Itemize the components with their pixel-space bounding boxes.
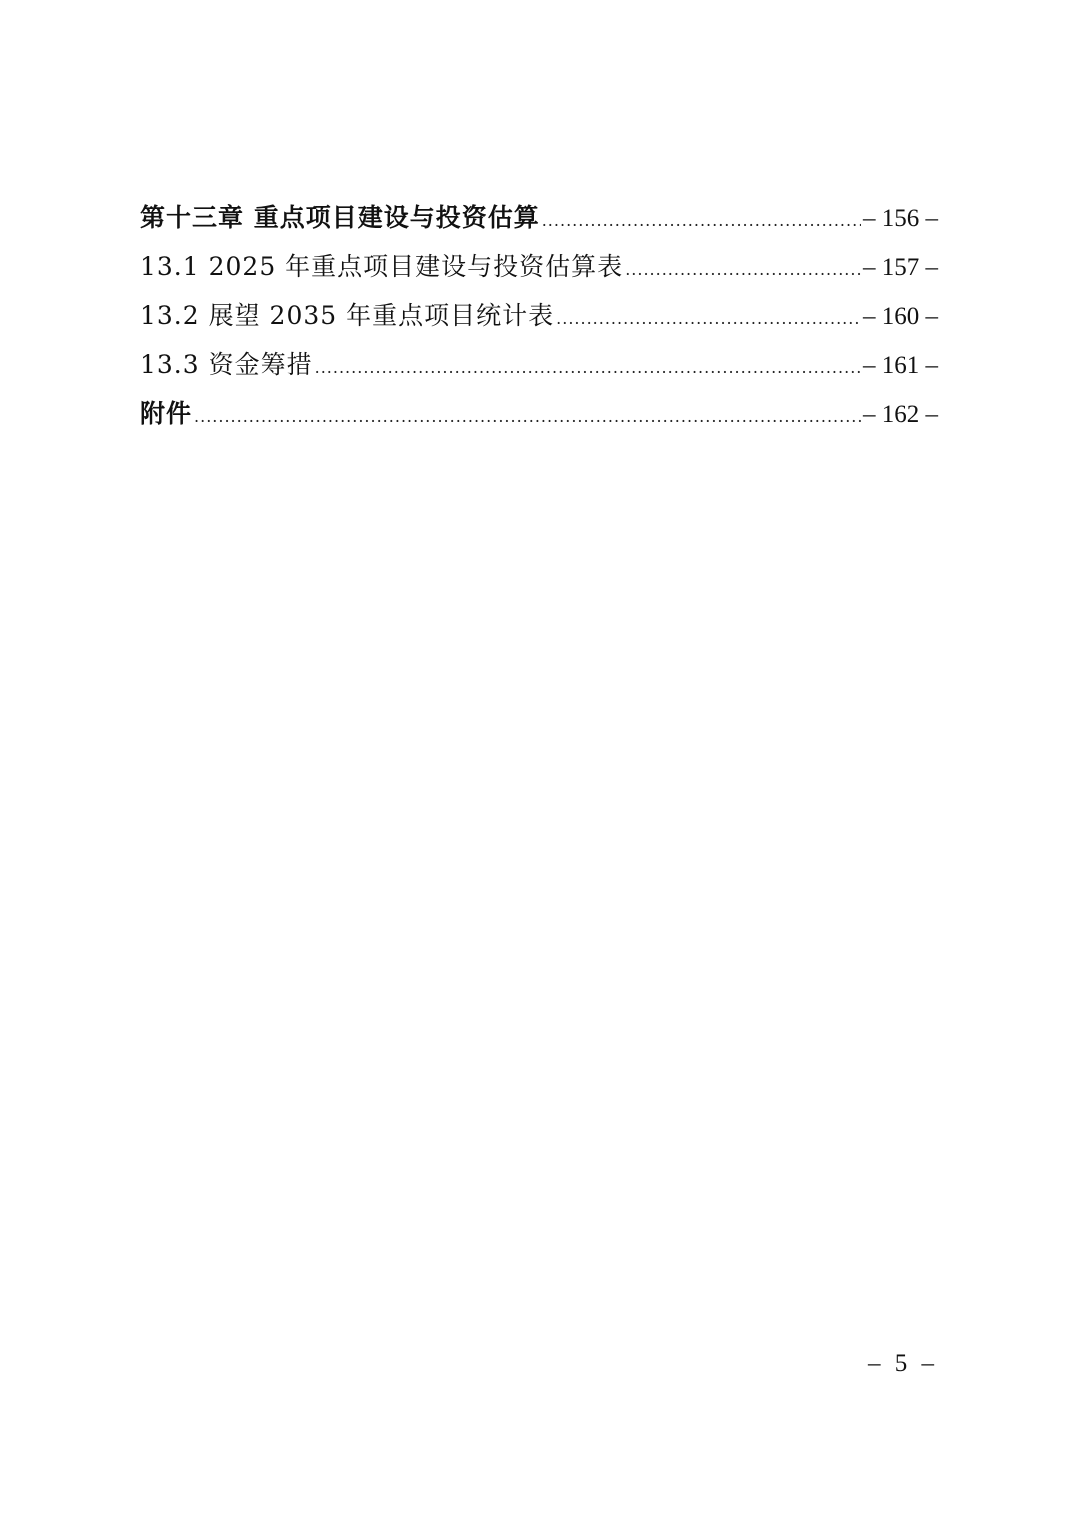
toc-entry-page: – 157 – <box>863 254 938 281</box>
toc-entry-title: 第十三章 重点项目建设与投资估算 <box>140 203 540 232</box>
toc-entry-chapter-13[interactable] <box>140 193 938 242</box>
toc-entry-13-3[interactable] <box>140 340 938 389</box>
toc-entry-page: – 162 – <box>863 401 938 428</box>
toc-entry-page: – 156 – <box>863 205 938 232</box>
toc-leader-dots <box>625 245 861 294</box>
toc-entry-13-1[interactable] <box>140 242 938 291</box>
toc-entry-page: – 160 – <box>863 303 938 330</box>
toc-entry-appendix[interactable] <box>140 389 938 438</box>
toc-entry-title: 附件 <box>140 399 193 428</box>
toc-leader-dots <box>556 294 861 343</box>
toc-leader-dots <box>194 392 861 441</box>
table-of-contents <box>140 193 938 438</box>
toc-leader-dots <box>542 196 861 245</box>
toc-entry-title: 13.1 2025 年重点项目建设与投资估算表 <box>140 252 624 281</box>
toc-leader-dots <box>315 343 861 392</box>
toc-entry-title: 13.3 资金筹措 <box>140 350 313 379</box>
toc-entry-13-2[interactable] <box>140 291 938 340</box>
toc-entry-page: – 161 – <box>863 352 938 379</box>
toc-entry-title: 13.2 展望 2035 年重点项目统计表 <box>140 301 555 330</box>
page-number: – 5 – <box>868 1350 938 1377</box>
